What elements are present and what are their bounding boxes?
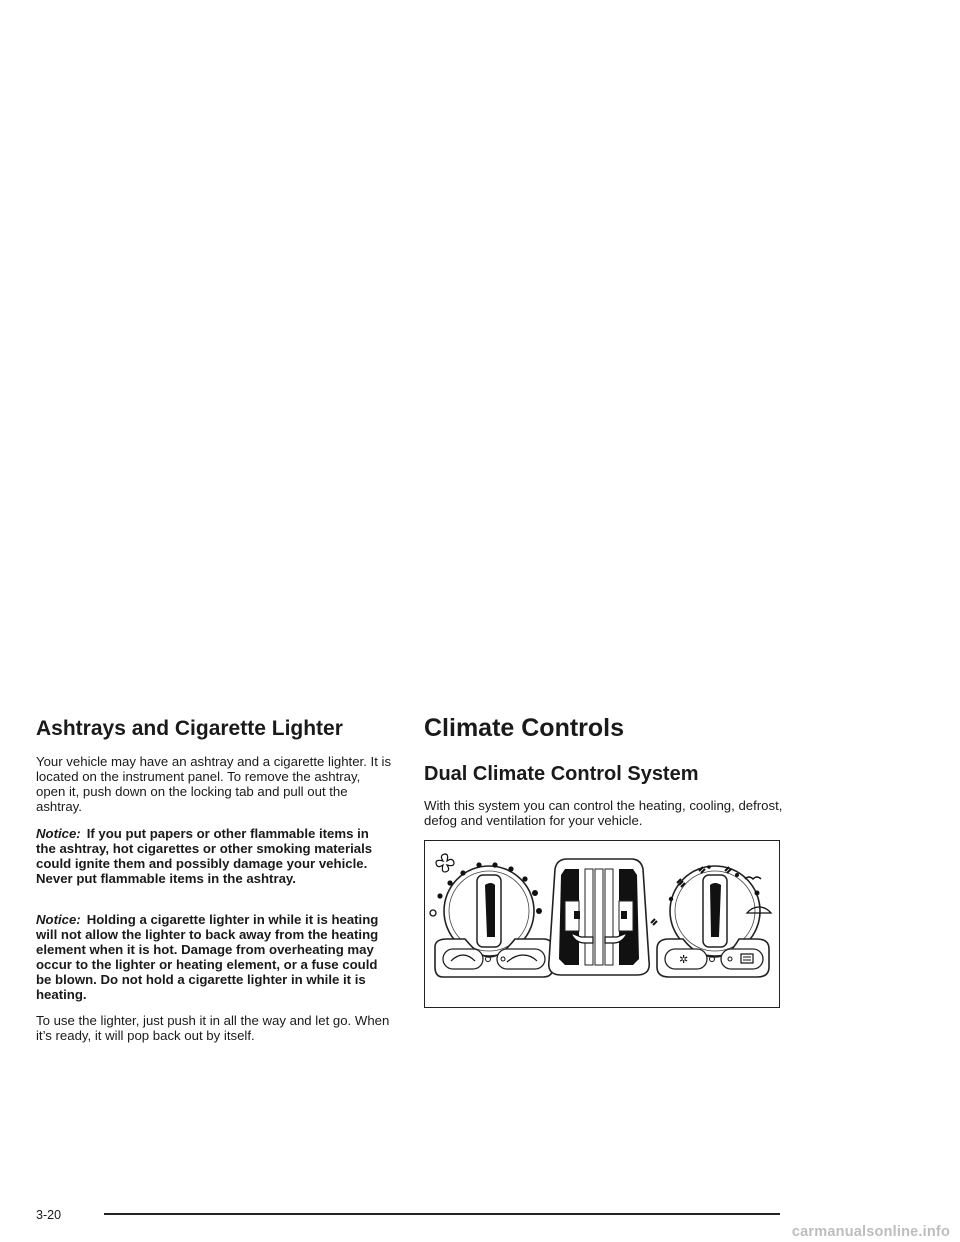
floor-vent-icon: [651, 919, 657, 925]
watermark-text: carmanualsonline.info: [791, 1224, 950, 1240]
climate-control-panel-illustration: [424, 840, 780, 1008]
driver-indicator-icon: [574, 911, 580, 919]
rear-defog-button: [721, 949, 763, 969]
center-slider-module: [549, 859, 650, 975]
climate-panel-svg: [425, 841, 779, 1007]
notice-lighter: [36, 912, 392, 1002]
section-heading-climate: Climate Controls: [424, 714, 625, 742]
passenger-indicator-icon: [621, 911, 627, 919]
notice-flammable: [36, 826, 392, 886]
ashtray-intro-paragraph: Your vehicle may have an ashtray and a cigarette lighter. It is located on the instrument panel. To remove the ashtray, open it, push down on the locking tab and pull out the ashtray.: [36, 754, 392, 814]
notice-body: If you put papers or other flammable items in the ashtray, hot cigarettes or other smoking materials could ignite them and possibly damage your vehicle. Never put flammable items in the ashtray.: [36, 826, 373, 886]
dual-climate-paragraph: With this system you can control the heating, cooling, defrost, defog and ventilation for your vehicle.: [424, 798, 783, 828]
footer-rule: [104, 1213, 780, 1215]
subheading-dual-climate: Dual Climate Control System: [424, 763, 699, 785]
notice-label: Notice:: [36, 912, 81, 927]
fan-icon: [436, 854, 454, 872]
ac-snowflake-icon: ✲: [679, 953, 689, 966]
notice-label: Notice:: [36, 826, 81, 841]
notice-body: Holding a cigarette lighter in while it is heating will not allow the lighter to back away from the heating element when it is hot. Damage from overheating may occur to the lighter or heating element, or a fuse could be blown. Do not hold a cigarette lighter in while it is heating.: [36, 912, 379, 1002]
section-heading-ashtrays: Ashtrays and Cigarette Lighter: [36, 717, 343, 740]
lighter-usage-paragraph: To use the lighter, just push it in all the way and let go. When it’s ready, it will pop back out by itself.: [36, 1013, 390, 1043]
outside-air-button: [497, 949, 545, 969]
page-number: 3-20: [36, 1208, 62, 1222]
recirculation-button: [443, 949, 483, 969]
